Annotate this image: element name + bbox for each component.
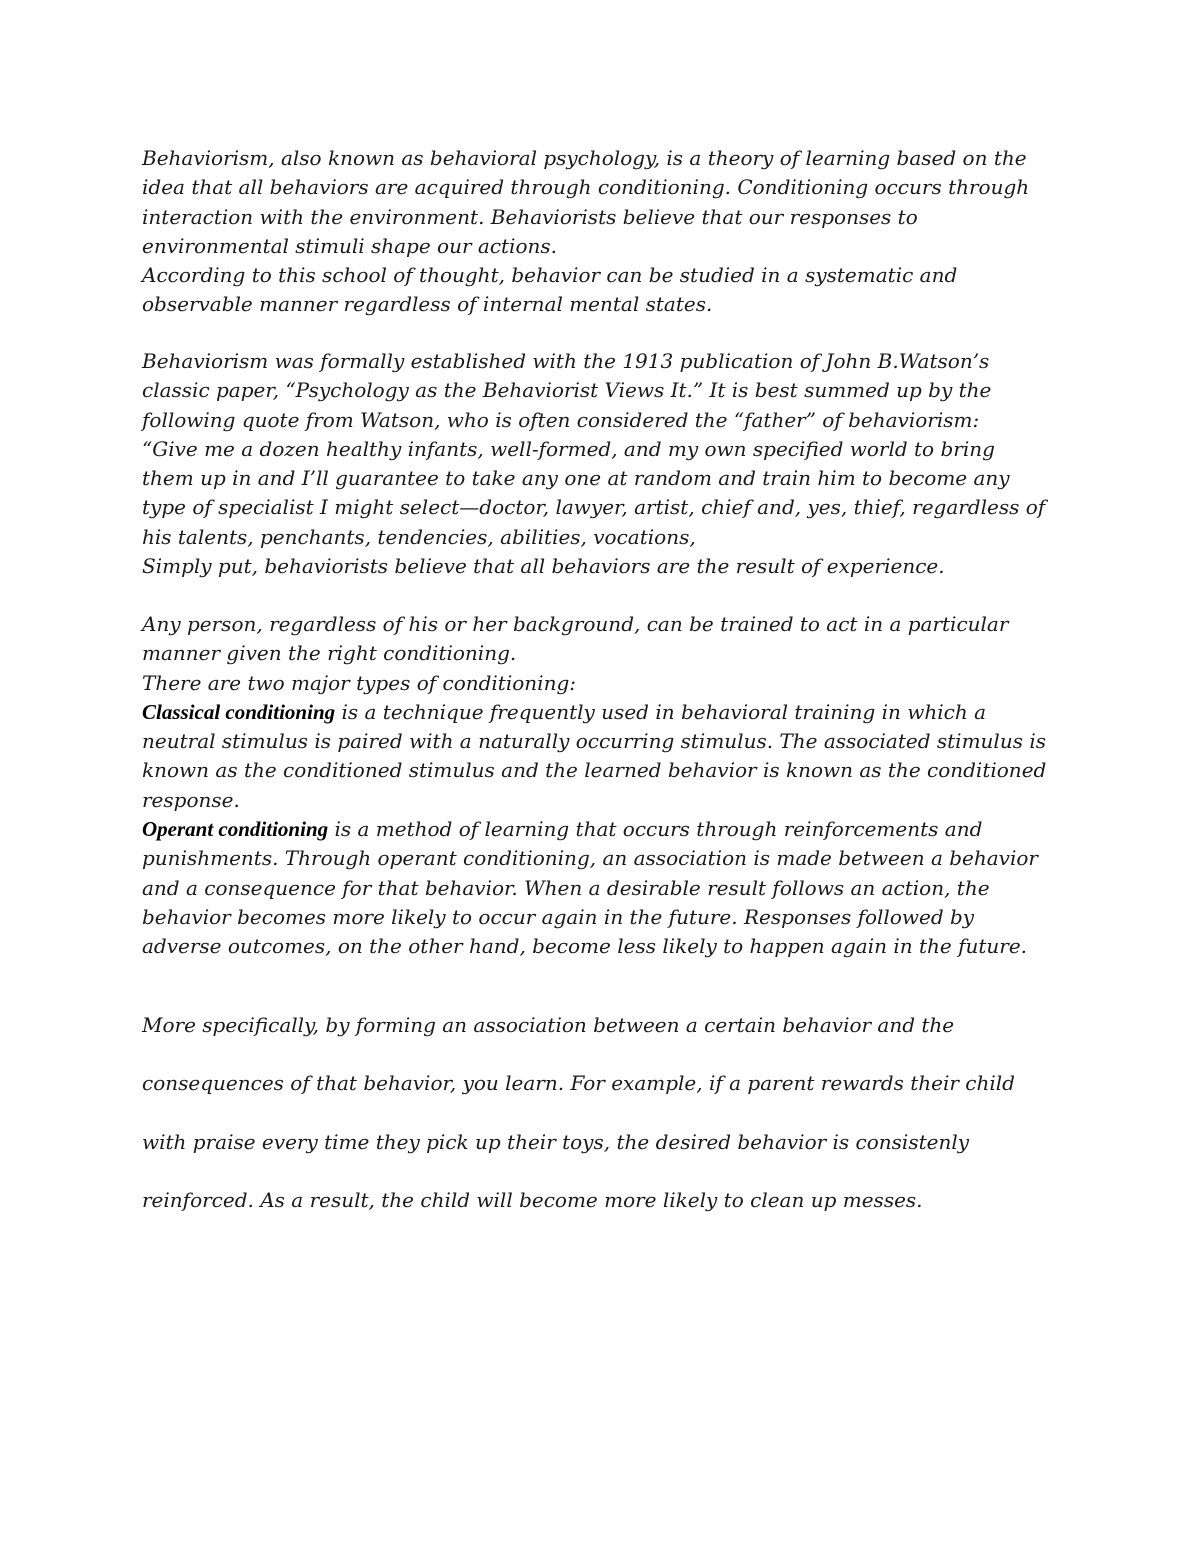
paragraph-conditioning xyxy=(142,610,1072,962)
text-line: response. xyxy=(142,787,240,812)
text-line: Behaviorism, also known as behavioral psychology, is a theory of learning based on the xyxy=(142,146,1027,170)
text-line: reinforced. As a result, the child will become more likely to clean up messes. xyxy=(142,1188,923,1212)
text-line: Behaviorism was formally established with the 1913 publication of John B.Watson’s xyxy=(142,349,990,373)
operant-first-line xyxy=(142,815,1072,844)
text-fragment: is a method of learning that occurs through reinforcements and xyxy=(328,817,983,842)
text-line: Simply put, behaviorists believe that all behaviors are the result of experience. xyxy=(142,554,945,579)
text-line: “Give me a dozen healthy infants, well-formed, and my own specified world to bring xyxy=(142,436,995,461)
text-line: According to this school of thought, behavior can be studied in a systematic and xyxy=(142,263,958,288)
text-line: his talents, penchants, tendencies, abilities, vocations, xyxy=(142,524,696,549)
text-line: More specifically, by forming an association between a certain behavior and the xyxy=(142,1013,955,1037)
operant-conditioning-term: Operant conditioning xyxy=(142,817,329,842)
text-line: environmental stimuli shape our actions. xyxy=(142,233,557,258)
text-line: manner given the right conditioning. xyxy=(142,641,517,666)
paragraph-intro xyxy=(142,144,1072,320)
text-line: adverse outcomes, on the other hand, become less likely to happen again in the future. xyxy=(142,934,1028,959)
text-fragment: is a technique frequently used in behavioral training in which a xyxy=(335,699,987,724)
text-line: and a consequence for that behavior. When a desirable result follows an action, the xyxy=(142,875,990,900)
text-line: with praise every time they pick up their toys, the desired behavior is consistenly xyxy=(142,1130,970,1154)
text-line: them up in and I’ll guarantee to take any one at random and train him to become any xyxy=(142,466,1010,491)
text-line: idea that all behaviors are acquired through conditioning. Conditioning occurs through xyxy=(142,175,1030,200)
text-line: punishments. Through operant conditioning, an association is made between a behavior xyxy=(142,846,1038,871)
classical-conditioning-term: Classical conditioning xyxy=(142,699,336,724)
text-line: behavior becomes more likely to occur again in the future. Responses followed by xyxy=(142,904,975,929)
text-line: following quote from Watson, who is often considered the “father” of behaviorism: xyxy=(142,407,980,432)
text-line: classic paper, “Psychology as the Behaviorist Views It.” It is best summed up by the xyxy=(142,378,992,403)
text-line: type of specialist I might select—doctor, lawyer, artist, chief and, yes, thief, regardless of xyxy=(142,495,1046,520)
text-line: interaction with the environment. Behaviorists believe that our responses to xyxy=(142,204,918,229)
text-line: known as the conditioned stimulus and the learned behavior is known as the conditioned xyxy=(142,758,1047,783)
text-line: neutral stimulus is paired with a naturally occurring stimulus. The associated stimulus is xyxy=(142,729,1046,754)
classical-first-line xyxy=(142,698,1072,727)
text-line: There are two major types of conditioning: xyxy=(142,670,576,695)
paragraph-watson xyxy=(142,347,1072,581)
text-line: Any person, regardless of his or her background, can be trained to act in a particular xyxy=(142,612,1009,636)
text-line: consequences of that behavior, you learn. For example, if a parent rewards their child xyxy=(142,1071,1015,1095)
text-line: observable manner regardless of internal mental states. xyxy=(142,292,713,317)
